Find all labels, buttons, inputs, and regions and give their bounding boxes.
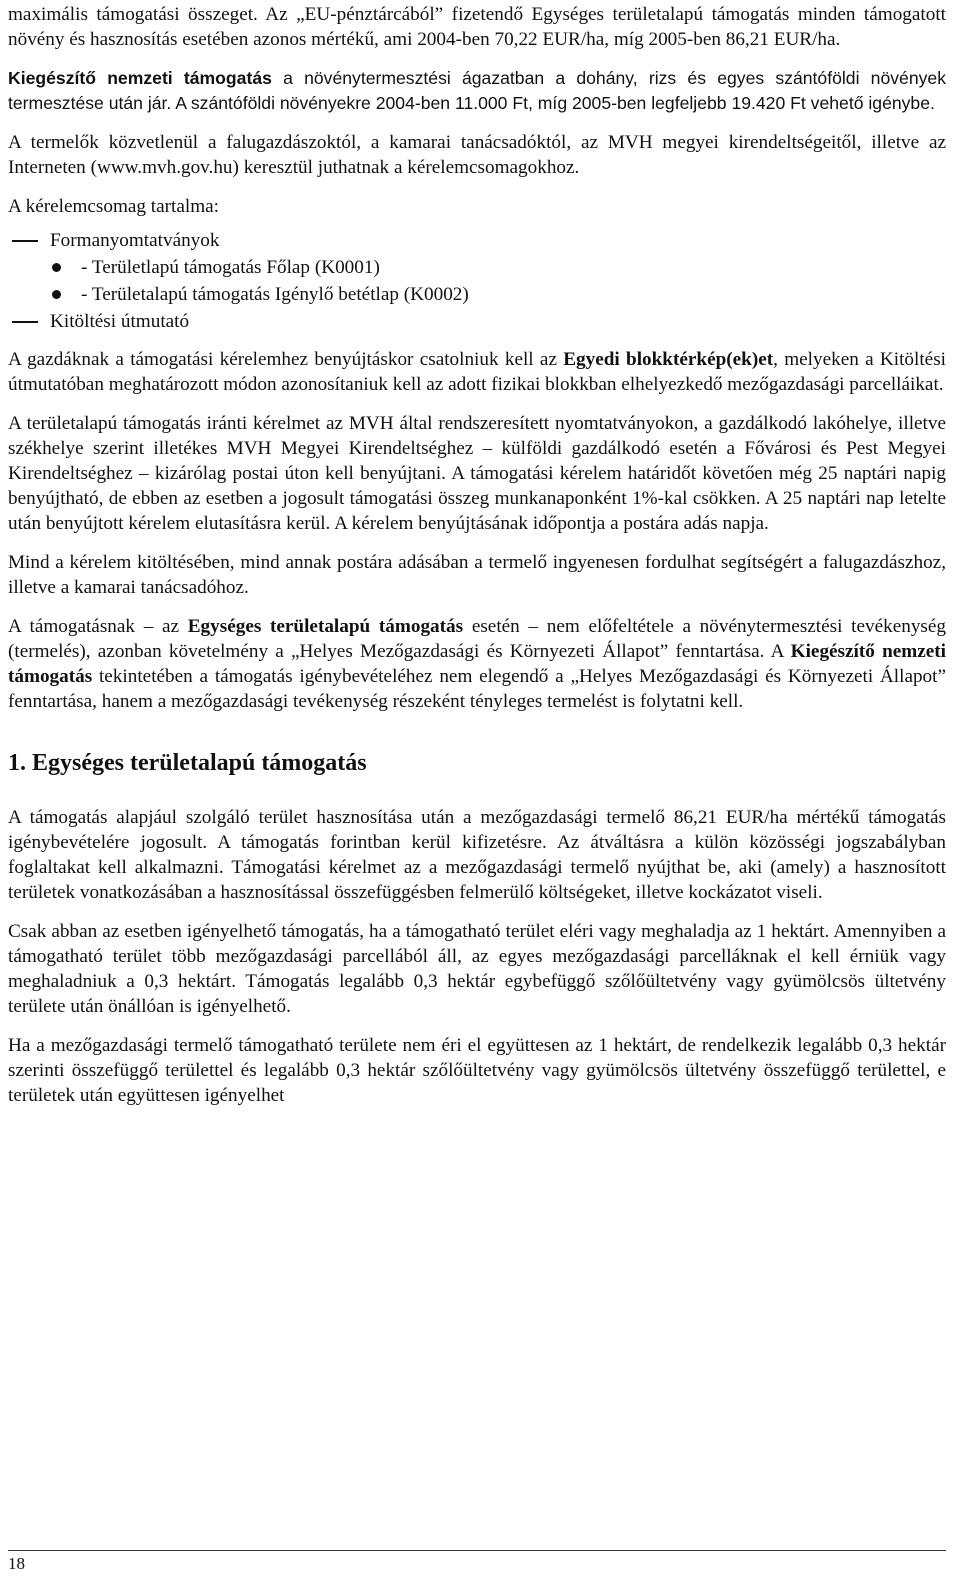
bullet-icon: [52, 290, 61, 299]
section-heading: 1. Egységes területalapú támogatás: [8, 750, 367, 776]
list-subitem: - Területalapú támogatás Igénylő betétlap (K0002): [8, 281, 946, 308]
dash-icon: [12, 240, 38, 242]
bold-term: Egyedi blokktérkép(ek)et: [563, 349, 774, 370]
paragraph-submission: A területalapú támogatás iránti kérelmet az MVH által rendszeresített nyomtatványokon, a gazdálkodó lakóhelye, illetve székhelye szerint illetékes MVH Megyei Kirendeltséghez – külföldi gazdálkodó esetén a Fővárosi és Pest Megyei Kirendeltséghez – kizárólag postai úton kell benyújtani. A támogatási kérelem határidőt követően még 25 naptári napig benyújtható, de ebben az esetben a jogosult támogatási összeg munkanaponként 1%-kal csökken. A 25 naptári nap letelte után benyújtott kérelem elutasításra kerül. A kérelem benyújtásának időpontja a postára adás napja.: [8, 413, 946, 534]
paragraph-eligibility: A támogatás alapjául szolgáló terület hasznosítása után a mezőgazdasági termelő 86,21 EUR/ha mértékű támogatás igénybevételére jogosult. A támogatás forintban kerül kifizetésre. Az átváltásra a külön közösségi jogszabályban foglaltakat kell alkalmazni. Támogatási kérelmet az a mezőgazdasági termelő nyújthat be, aki (amely) a hasznosított területek vonatkozásában a hasznosítással összefüggésben felmerülő költségeket, illetve kockázatot viseli.: [8, 807, 946, 903]
paragraph-minimum-area: Csak abban az esetben igényelhető támogatás, ha a támogatható terület eléri vagy meghaladja az 1 hektárt. Amennyiben a támogatható terület több mezőgazdasági parcellából áll, az egyes mezőgazdasági parcelláknak el kell érniük vagy meghaladniuk a 0,3 hektárt. Támogatás legalább 0,3 hektár egybefüggő szőlőültetvény vagy gyümölcsös ültetvény területe után önállóan is igényelhető.: [8, 921, 946, 1017]
paragraph-text: a növénytermesztési ágazatban a dohány, rizs és egyes szántóföldi növények termesztése után jár. A szántóföldi növényekre 2004-ben 11.000 Ft, míg 2005-ben legfeljebb 19.420 Ft vehető igénybe.: [8, 68, 946, 113]
bold-term: Kiegészítő nemzeti támogatás: [8, 641, 946, 687]
list-item: Kitöltési útmutató: [8, 308, 946, 335]
paragraph-assistance: Mind a kérelem kitöltésében, mind annak postára adásában a termelő ingyenesen fordulhat segítségért a falugazdászhoz, illetve a kamarai tanácsadóhoz.: [8, 552, 946, 598]
bold-term: Egységes területalapú támogatás: [187, 616, 464, 637]
list-subitem: - Területlapú támogatás Főlap (K0001): [8, 254, 946, 281]
bold-term: Kiegészítő nemzeti támogatás: [8, 68, 272, 88]
bullet-icon: [52, 263, 61, 272]
page-number: 18: [8, 1554, 25, 1573]
paragraph-access: A termelők közvetlenül a falugazdászoktól, a kamarai tanácsadóktól, az MVH megyei kirendeltségeitől, illetve az Interneten (www.mvh.gov.hu) keresztül juthatnak a kérelemcsomagokhoz.: [8, 132, 946, 178]
footer-divider: [8, 1550, 946, 1551]
paragraph-intro: maximális támogatási összeget. Az „EU-pénztárcából” fizetendő Egységes területalapú támogatás minden támogatott növény és hasznosítás esetében azonos mértékű, ami 2004-ben 70,22 EUR/ha, míg 2005-ben 86,21 EUR/ha.: [8, 4, 946, 50]
paragraph-combined-area: Ha a mezőgazdasági termelő támogatható területe nem éri el együttesen az 1 hektárt, de rendelkezik legalább 0,3 hektár szerinti összefüggő területtel és legalább 0,3 hektár szőlőültetvény vagy gyümölcsös ültetvény összefüggő területtel, e területek után együttesen igényelhet: [8, 1035, 946, 1106]
list-item: Formanyomtatványok: [8, 227, 946, 254]
paragraph-block-maps: A gazdáknak a támogatási kérelemhez benyújtáskor csatolniuk kell az Egyedi blokktérkép(ek)et, melyeken a Kitöltési útmutatóban meghatározott módon azonosítaniuk kell az adott fizikai blokkban elhelyezkedő mezőgazdasági parcelláikat.: [8, 349, 946, 395]
paragraph-conditions: A támogatásnak – az Egységes területalapú támogatás esetén – nem előfeltétele a növénytermesztési tevékenység (termelés), azonban követelmény a „Helyes Mezőgazdasági és Környezeti Állapot” fenntartása. A Kiegészítő nemzeti támogatás tekintetében a támogatás igénybevételéhez nem elegendő a „Helyes Mezőgazdasági és Környezeti Állapot” fenntartása, hanem a mezőgazdasági tevékenység részeként tényleges termelést is folytatni kell.: [8, 616, 946, 712]
dash-icon: [12, 321, 38, 323]
package-list: [8, 227, 946, 335]
document-page: [8, 2, 946, 1122]
paragraph-supplementary: [8, 66, 946, 116]
paragraph-package-contents: A kérelemcsomag tartalma:: [8, 196, 219, 217]
